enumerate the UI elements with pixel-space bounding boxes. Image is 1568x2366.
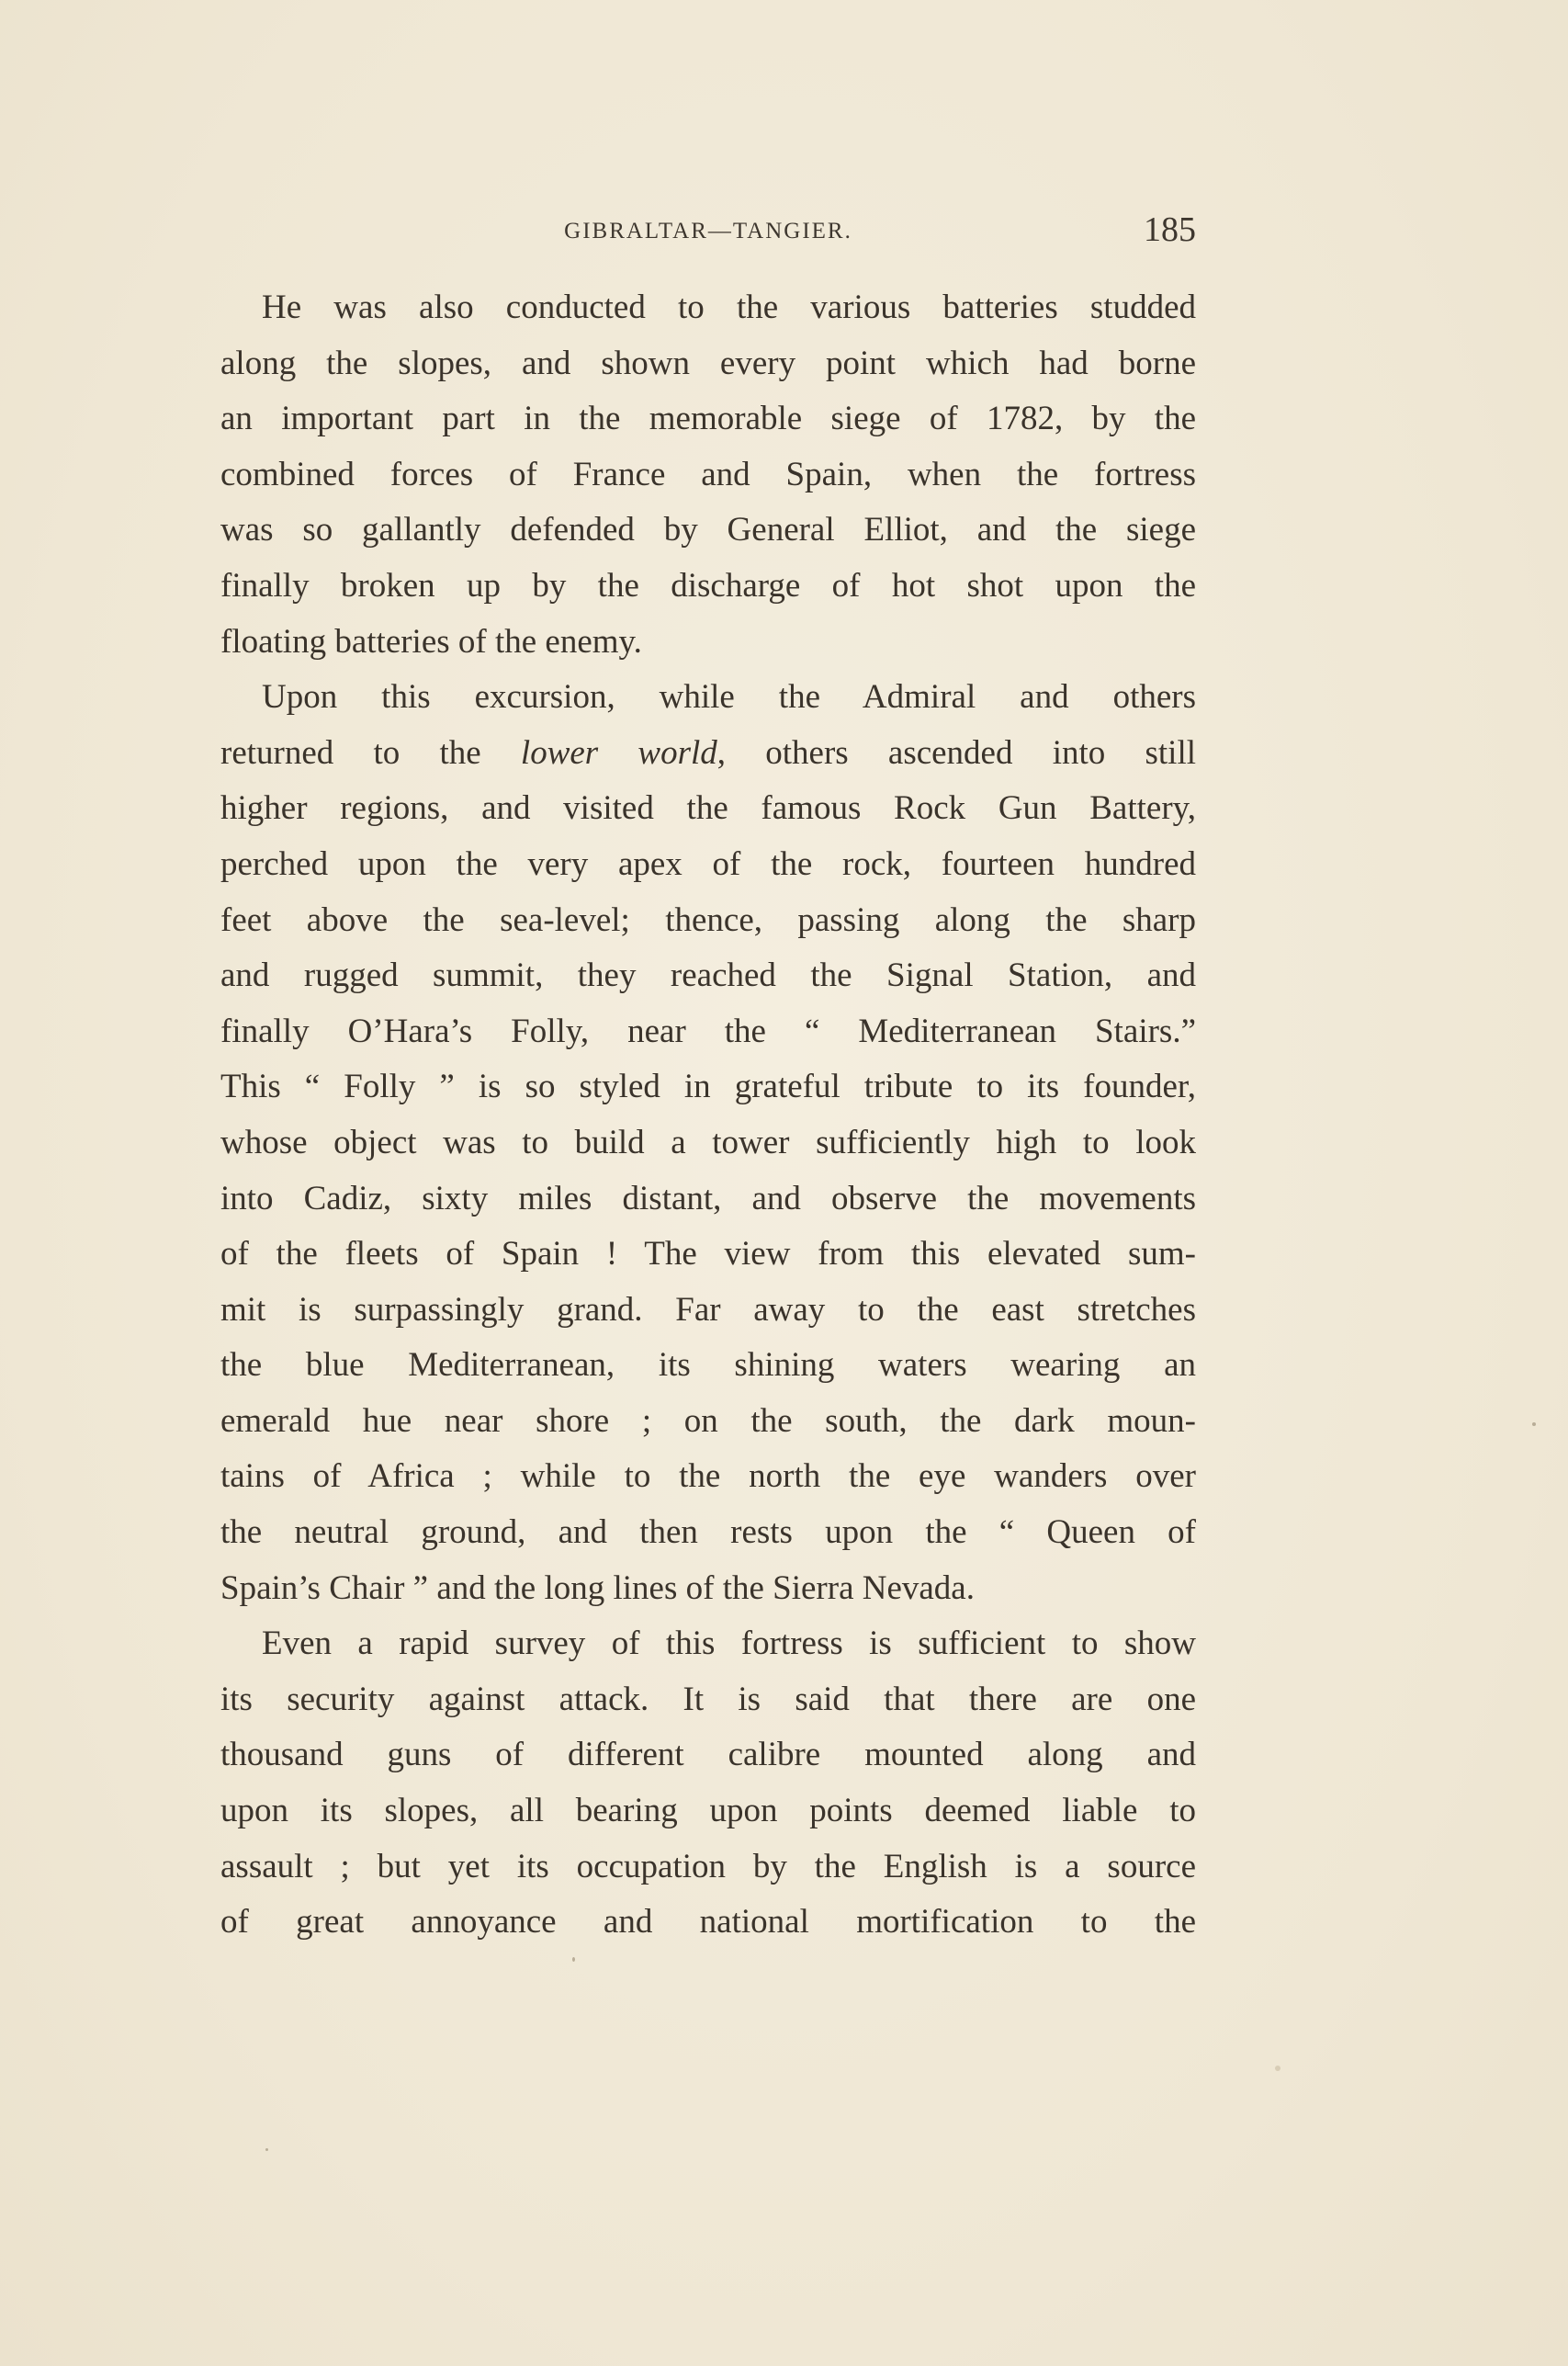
- paper-speck: [572, 1957, 575, 1962]
- text-line: perched upon the very apex of the rock, fourteen hundred: [220, 844, 1196, 883]
- text-segment: , others ascended into still: [716, 733, 1197, 772]
- text-line: upon its slopes, all bearing upon points deemed liable to: [220, 1792, 1196, 1830]
- text-line: of the fleets of Spain ! The view from this elevated sum-: [220, 1235, 1196, 1274]
- text-line: finally broken up by the discharge of hot shot upon the: [220, 566, 1196, 605]
- text-line: combined forces of France and Spain, when the fortress: [220, 455, 1196, 493]
- italic-phrase: lower world: [520, 733, 717, 772]
- text-line: into Cadiz, sixty miles distant, and observe the movements: [220, 1179, 1196, 1217]
- running-head: GIBRALTAR—TANGIER.: [564, 219, 852, 243]
- paper-speck: [1275, 2066, 1280, 2071]
- text-line: an important part in the memorable siege of 1782, by the: [220, 400, 1196, 438]
- text-line: whose object was to build a tower sufficiently high to look: [220, 1123, 1196, 1161]
- page-number: 185: [1144, 210, 1196, 249]
- page-header: [220, 209, 1196, 255]
- text-line: higher regions, and visited the famous Rock Gun Battery,: [220, 789, 1196, 828]
- text-line: Spain’s Chair ” and the long lines of the Sierra Nevada.: [220, 1568, 975, 1607]
- text-line: mit is surpassingly grand. Far away to the east stretches: [220, 1290, 1196, 1329]
- text-line: and rugged summit, they reached the Signal Station, and: [220, 957, 1196, 995]
- text-line: He was also conducted to the various batteries studded: [262, 289, 1196, 326]
- text-line: assault ; but yet its occupation by the English is a source: [220, 1847, 1196, 1885]
- text-line: finally O’Hara’s Folly, near the “ Mediterranean Stairs.”: [220, 1012, 1196, 1050]
- paper-speck: [265, 2148, 268, 2151]
- text-line-with-italic: [220, 726, 1196, 782]
- text-line: along the slopes, and shown every point which had borne: [220, 344, 1196, 382]
- text-line: floating batteries of the enemy.: [220, 622, 642, 661]
- text-line: Upon this excursion, while the Admiral and others: [262, 678, 1196, 717]
- text-line: thousand guns of different calibre mounted along and: [220, 1736, 1196, 1774]
- text-line: emerald hue near shore ; on the south, the dark moun-: [220, 1401, 1196, 1440]
- body-text: [220, 280, 1196, 1951]
- text-line: feet above the sea-level; thence, passing along the sharp: [220, 900, 1196, 939]
- text-line: was so gallantly defended by General Elliot, and the siege: [220, 511, 1196, 549]
- text-line: the blue Mediterranean, its shining waters wearing an: [220, 1346, 1196, 1385]
- text-segment: returned to the: [220, 733, 521, 772]
- text-line: This “ Folly ” is so styled in grateful tribute to its founder,: [220, 1068, 1196, 1106]
- text-line: its security against attack. It is said that there are one: [220, 1680, 1196, 1718]
- text-line: the neutral ground, and then rests upon the “ Queen of: [220, 1513, 1196, 1552]
- text-line: tains of Africa ; while to the north the eye wanders over: [220, 1457, 1196, 1496]
- text-line: of great annoyance and national mortification to the: [220, 1903, 1196, 1941]
- text-line: Even a rapid survey of this fortress is sufficient to show: [262, 1625, 1196, 1663]
- paper-speck: [1532, 1422, 1536, 1426]
